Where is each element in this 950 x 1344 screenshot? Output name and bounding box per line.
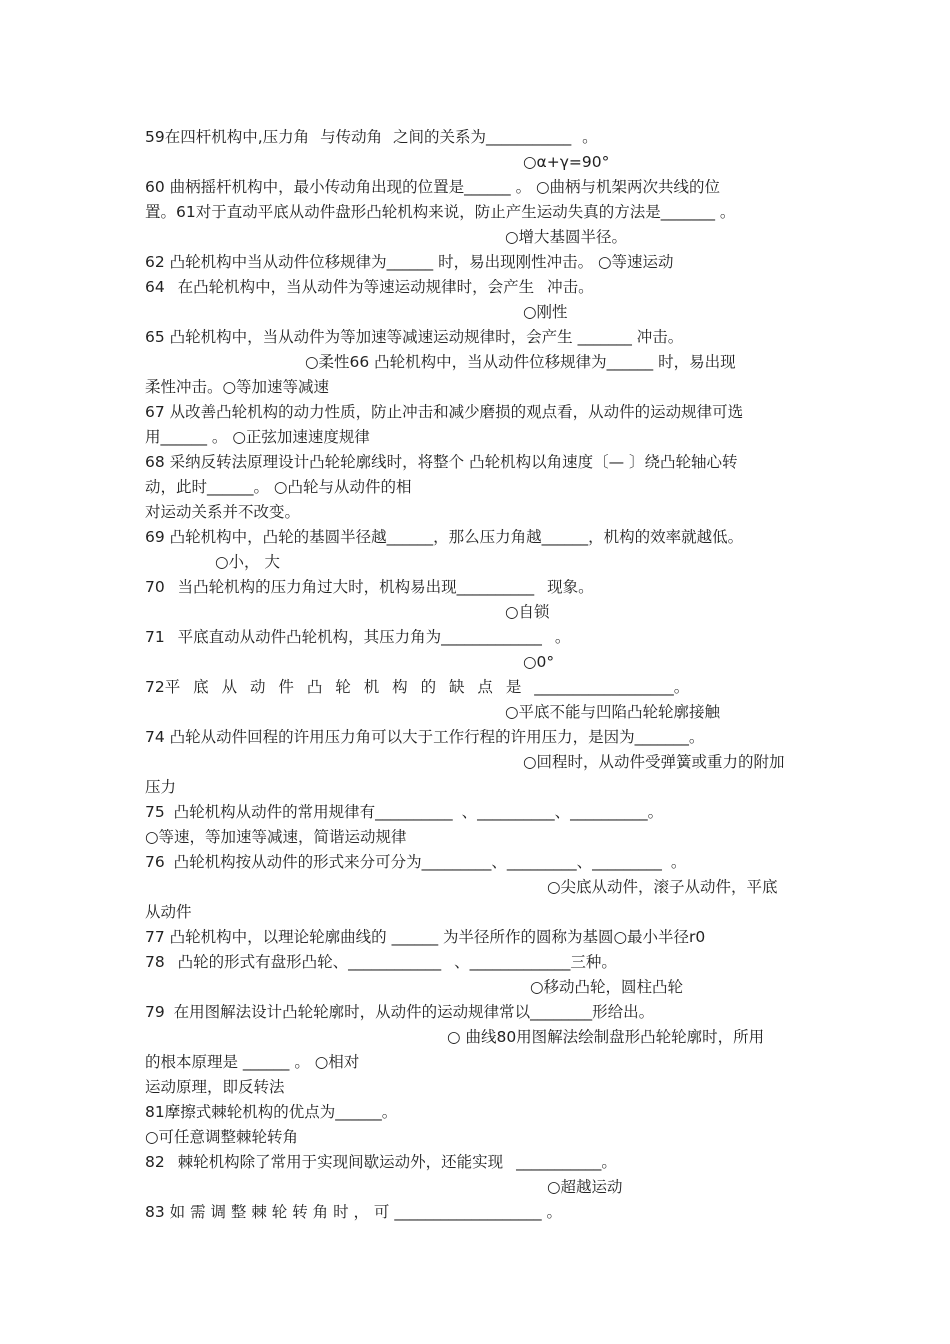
q79-line: 79 在用图解法设计凸轮轮廓时，从动件的运动规律常以________形给出。 (145, 1003, 655, 1021)
q68-line: 68 采纳反转法原理设计凸轮轮廓线时，将整个 凸轮机构以角速度〔— 〕绕凸轮轴心转 (145, 453, 738, 471)
q66-line-2: 柔性冲击。○等加速等减速 (145, 378, 330, 396)
q82-answer: ○超越运动 (547, 1178, 623, 1196)
q64-line: 64 在凸轮机构中，当从动件为等速运动规律时，会产生 冲击。 (145, 278, 594, 296)
q71-answer: ○0° (523, 653, 555, 671)
q65-line: 65 凸轮机构中，当从动件为等加速等减速运动规律时，会产生 _______ 冲击。 (145, 328, 684, 346)
q76-answer-2: 从动件 (145, 903, 192, 921)
q80-line-2: 的根本原理是 ______ 。 ○相对 (145, 1053, 360, 1071)
q69-line: 69 凸轮机构中，凸轮的基圆半径越______，那么压力角越______，机构的效率就越低。 (145, 528, 744, 546)
q77-line: 77 凸轮机构中，以理论轮廓曲线的 ______ 为半径所作的圆称为基圆○最小半径r0 (145, 928, 706, 946)
q72-line: 72平 底 从 动 件 凸 轮 机 构 的 缺 点 是 __________________。 (145, 678, 690, 696)
q74-answer-2: 压力 (145, 778, 177, 796)
q69-answer: ○小， 大 (215, 553, 280, 571)
q81-line: 81摩擦式棘轮机构的优点为______。 (145, 1103, 398, 1121)
q76-answer: ○尖底从动件，滚子从动件，平底 (547, 878, 778, 896)
q70-line: 70 当凸轮机构的压力角过大时，机构易出现__________ 现象。 (145, 578, 594, 596)
q60-line: 60 曲柄摇杆机构中，最小传动角出现的位置是______ 。 ○曲柄与机架两次共线的位 (145, 178, 721, 196)
q72-answer: ○平底不能与凹陷凸轮轮廓接触 (505, 703, 721, 721)
q75-line: 75 凸轮机构从动件的常用规律有__________ 、__________、__________。 (145, 803, 664, 821)
q68-line-3: 对运动关系并不改变。 (145, 503, 301, 521)
q80-line: ○ 曲线80用图解法绘制盘形凸轮轮廓时，所用 (447, 1028, 765, 1046)
q66-line: ○柔性66 凸轮机构中，当从动件位移规律为______ 时，易出现 (305, 353, 736, 371)
q71-line: 71 平底直动从动件凸轮机构，其压力角为_____________ 。 (145, 628, 571, 646)
q67-line: 67 从改善凸轮机构的动力性质，防止冲击和减少磨损的观点看，从动件的运动规律可选 (145, 403, 744, 421)
q70-answer: ○自锁 (505, 603, 550, 621)
q83-line: 83 如 需 调 整 棘 轮 转 角 时 ， 可 ___________________ 。 (145, 1203, 563, 1221)
q68-line-2: 动，此时______。 ○凸轮与从动件的相 (145, 478, 412, 496)
q78-line: 78 凸轮的形式有盘形凸轮、____________ 、_____________三种。 (145, 953, 617, 971)
q76-line: 76 凸轮机构按从动件的形式来分可分为_________、_________、_________ 。 (145, 853, 687, 871)
q67-answer: 用______ 。 ○正弦加速速度规律 (145, 428, 370, 446)
q74-answer: ○回程时，从动件受弹簧或重力的附加 (523, 753, 785, 771)
q59-line: 59在四杆机构中,压力角 与传动角 之间的关系为___________ 。 (145, 128, 598, 146)
q80-answer: 运动原理，即反转法 (145, 1078, 285, 1096)
q78-answer: ○移动凸轮，圆柱凸轮 (530, 978, 684, 996)
q59-answer: ○α+γ=90° (523, 153, 610, 171)
q61-line: 置。61对于直动平底从动件盘形凸轮机构来说，防止产生运动失真的方法是_______ 。 (145, 203, 736, 221)
q64-answer: ○刚性 (523, 303, 568, 321)
q61-answer: ○增大基圆半径。 (505, 228, 628, 246)
q82-line: 82 棘轮机构除了常用于实现间歇运动外，还能实现 ___________。 (145, 1153, 617, 1171)
q74-line: 74 凸轮从动件回程的许用压力角可以大于工作行程的许用压力，是因为_______。 (145, 728, 705, 746)
q62-line: 62 凸轮机构中当从动件位移规律为______ 时，易出现刚性冲击。 ○等速运动 (145, 253, 674, 271)
q75-answer: ○等速，等加速等减速，简谐运动规律 (145, 828, 407, 846)
q81-answer: ○可任意调整棘轮转角 (145, 1128, 299, 1146)
